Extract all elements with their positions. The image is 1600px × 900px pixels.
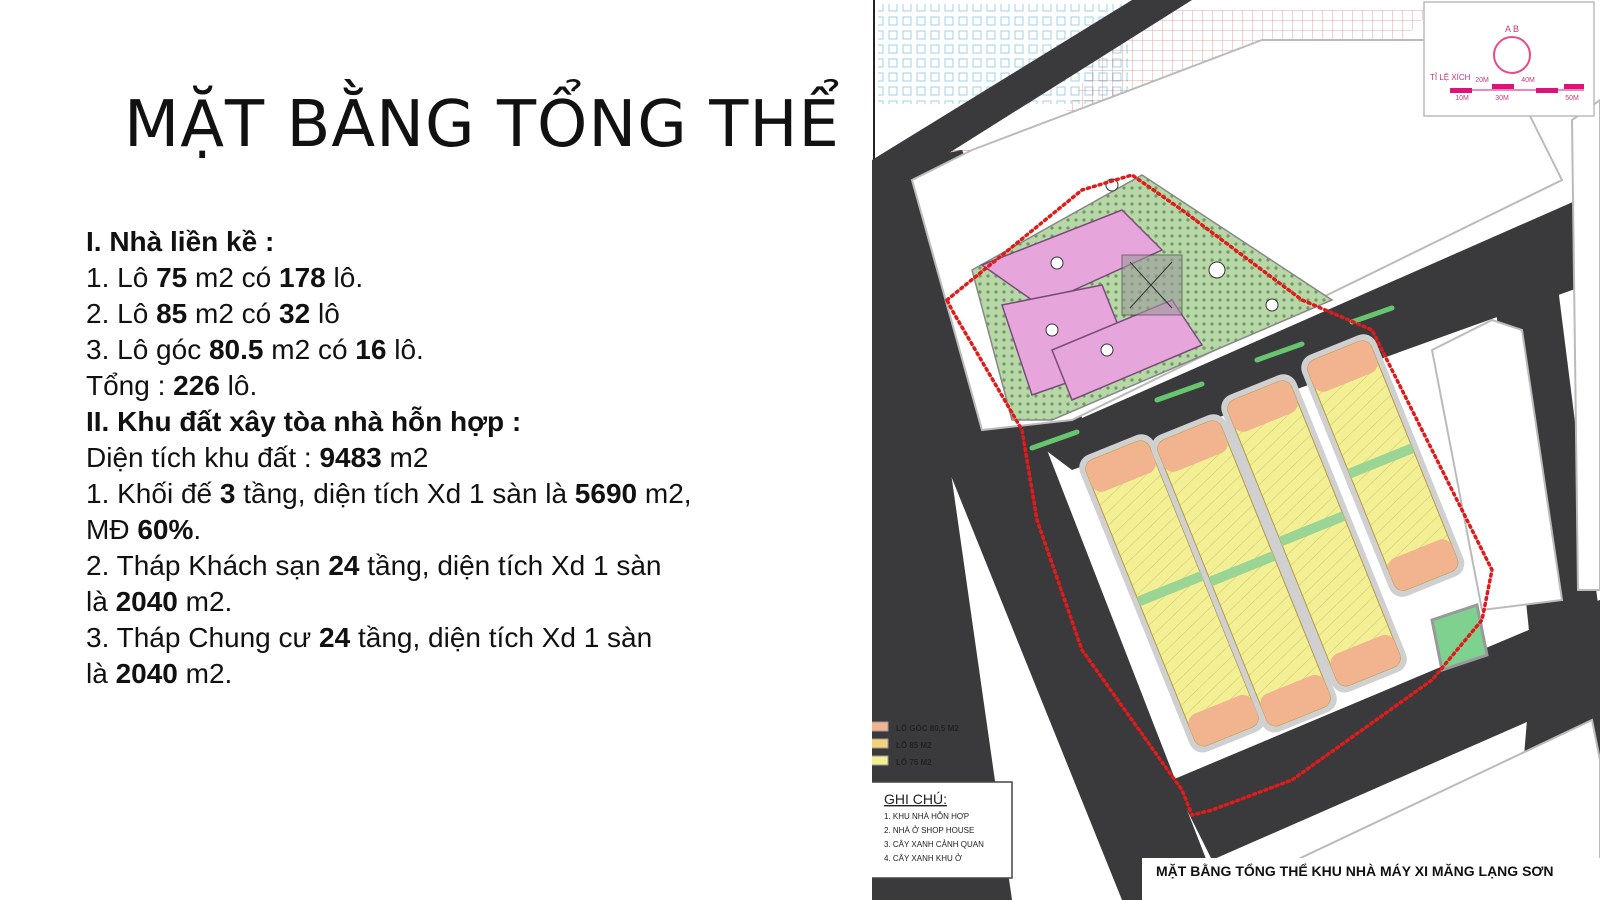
note-item: 3. CÂY XANH CẢNH QUAN [884,840,984,849]
list-item: 3. Tháp Chung cư 24 tầng, diện tích Xd 1 sàn [86,622,653,653]
scale-mark: 50M [1565,95,1579,102]
list-item: 3. Lô góc 80.5 m2 có 16 lô. [86,334,424,365]
total-line: Tổng : 226 lô. [86,370,258,401]
list-item: 2. Tháp Khách sạn 24 tầng, diện tích Xd 1 sàn [86,550,662,581]
notes-box [872,782,1012,878]
list-item-cont: là 2040 m2. [86,586,233,617]
list-item: 1. Khối đế 3 tầng, diện tích Xd 1 sàn là 5690 m2, [86,478,692,509]
note-item: 4. CÂY XANH KHU Ở [884,854,962,863]
section2-heading: II. Khu đất xây tòa nhà hỗn hợp : [86,406,522,437]
plan-caption: MẶT BẰNG TỔNG THỂ KHU NHÀ MÁY XI MĂNG LẠNG SƠN [1156,863,1554,879]
parcel [1572,100,1600,590]
site-marker [1266,299,1278,311]
site-marker [1051,257,1063,269]
legend-label: LÔ GÓC 80,5 M2 [896,724,959,733]
legend-label: LÔ 75 M2 [896,758,932,767]
site-marker [1209,262,1225,278]
list-item: 2. Lô 85 m2 có 32 lô [86,298,340,329]
list-item: 1. Lô 75 m2 có 178 lô. [86,262,364,293]
site-marker [1046,324,1058,336]
list-item-cont: MĐ 60%. [86,514,202,545]
site-plan [872,0,1600,900]
legend-label: LÔ 85 M2 [896,741,932,750]
note-item: 1. KHU NHÀ HỖN HỢP [884,812,970,821]
note-item: 2. NHÀ Ở SHOP HOUSE [884,826,975,835]
scale-label: TỈ LỆ XÍCH [1430,73,1471,82]
text-content [86,224,786,692]
area-line: Diện tích khu đất : 9483 m2 [86,442,429,473]
courtyard [1122,255,1182,315]
site-marker [1101,344,1113,356]
section1-heading: I. Nhà liền kề : [86,226,275,257]
notes-title: GHI CHÚ: [884,791,947,807]
list-item-cont: là 2040 m2. [86,658,233,689]
north-label: A B [1504,24,1520,34]
scale-mark: 30M [1495,95,1509,102]
scale-mark: 10M [1455,95,1469,102]
scale-mark: 40M [1521,77,1535,84]
scale-box [1424,2,1594,116]
page-title: MẶT BẰNG TỔNG THỂ [124,88,840,162]
scale-mark: 20M [1475,77,1489,84]
